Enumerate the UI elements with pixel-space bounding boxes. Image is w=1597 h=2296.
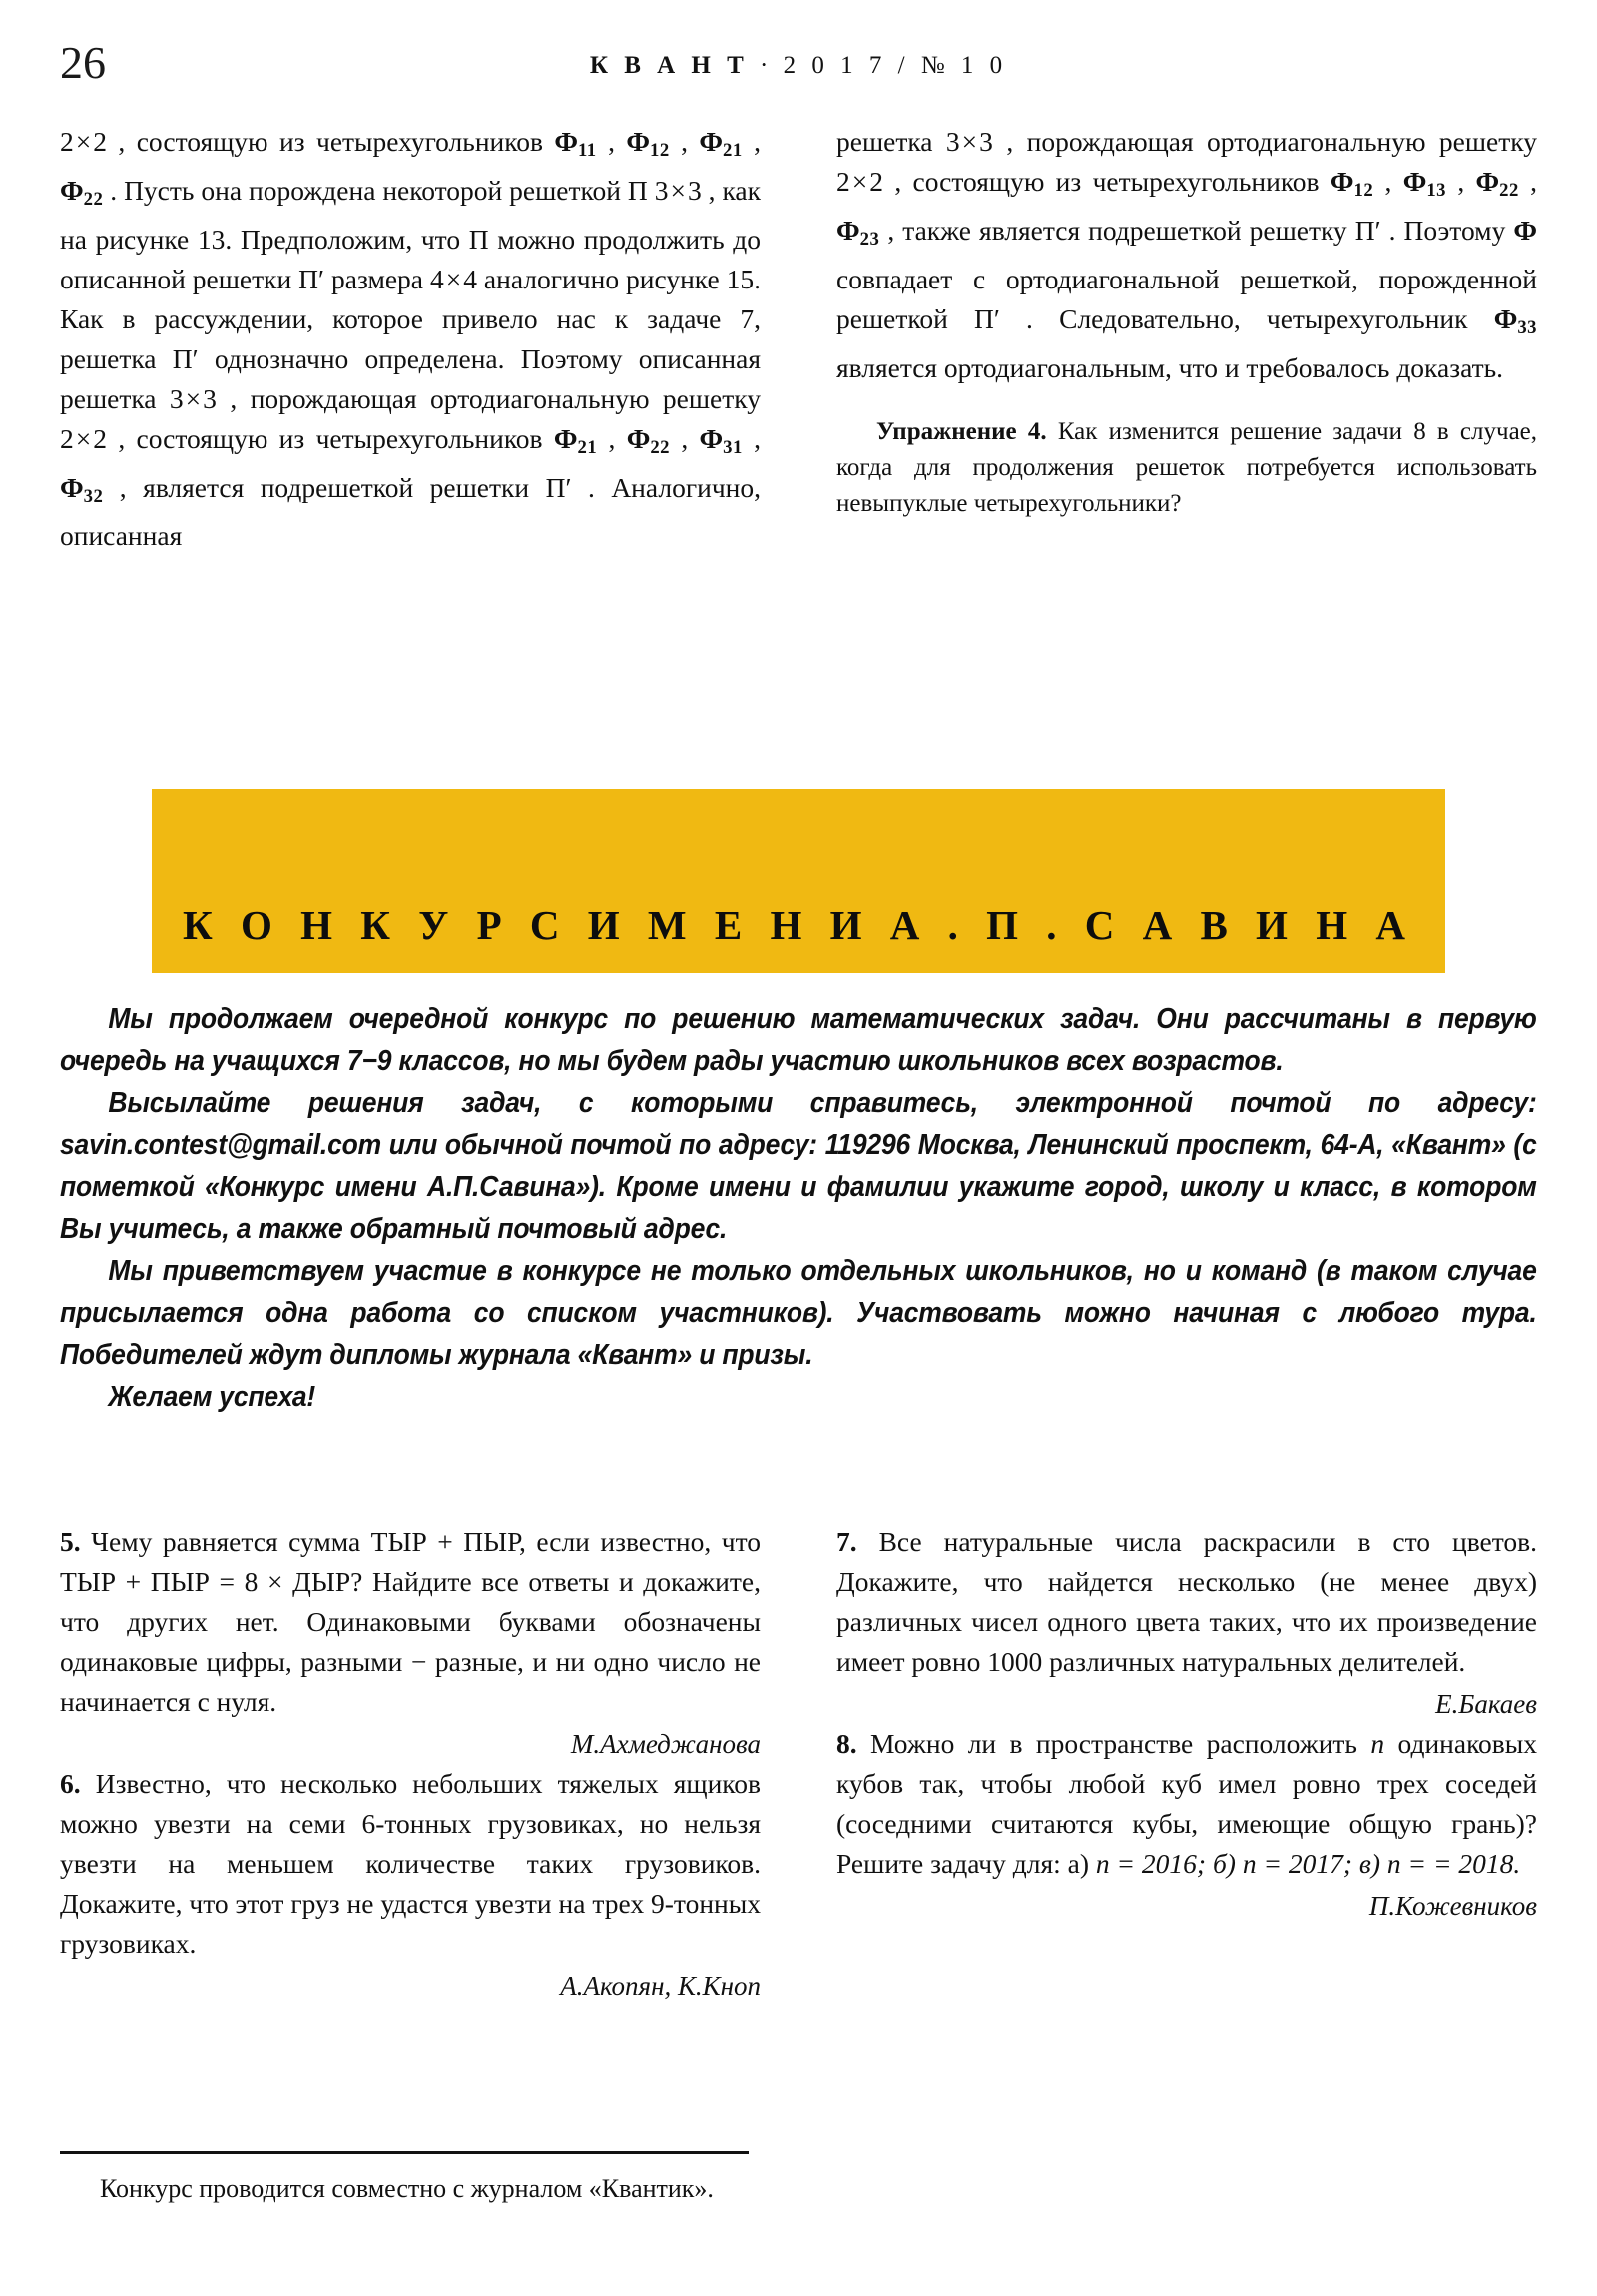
running-head-separator: · <box>760 52 773 79</box>
footnote-rule <box>60 2151 749 2154</box>
problem-7 <box>836 1522 1537 1682</box>
issue-label: 2 0 1 7 / № 1 0 <box>783 52 1008 79</box>
problem-8-text-part1: Можно ли в пространстве расположить <box>870 1728 1371 1759</box>
exercise-text: Как изменится решение задачи 8 в случае, когда для продолжения решеток потребуется использовать невыпуклые четырехугольники? <box>836 417 1538 517</box>
problem-8-case-b: б) n = 2017; <box>1212 1848 1353 1879</box>
page-header <box>60 38 1537 108</box>
article-right-paragraph: решетка 3×3 , порождающая ортодиагональную решетку 2×2 , состоящую из четырехугольников $Ф_{12}$ , $Ф_{13}$ , $Ф_{22}$ , $Ф_{23}$ , также является подрешеткой решетку П′ . Поэтому Ф совпадает с ортодиагональной решеткой, порожденной решеткой П′ . Следовательно, четырехугольник $Ф_{33}$ является ортодиагональным, что и требовалось доказать. <box>836 126 1538 383</box>
intro-paragraph-1: Мы продолжаем очередной конкурс по решению математических задач. Они рассчитаны в первую очередь на учащихся 7−9 классов, но мы будем рады участию школьников всех возрастов. <box>60 1003 1537 1077</box>
problems-right-column <box>836 1522 1537 2006</box>
problem-8-number: 8. <box>836 1728 857 1759</box>
article-left-column <box>60 122 761 556</box>
problem-7-author: Е.Бакаев <box>1435 1689 1537 1719</box>
page-number: 26 <box>60 37 106 88</box>
problem-8-text-part2: одинаковых кубов так, чтобы любой куб имел ровно трех соседей (соседними считаются кубы, имеющие общую грань)? Решите задачу для: а) <box>836 1728 1538 1879</box>
problem-6 <box>60 1764 761 1964</box>
problems-columns <box>60 1522 1537 2006</box>
problem-8-case-c: в) n = = 2018. <box>1358 1848 1521 1879</box>
problem-5-text: Чему равняется сумма ТЫР + ПЫР, если известно, что ТЫР + ПЫР = 8 × ДЫР? Найдите все ответы и докажите, что других нет. Одинаковыми буквами обозначены одинаковые цифры, разными − разные, и ни одно число не начинается с нуля. <box>60 1526 762 1717</box>
problem-7-number: 7. <box>836 1526 857 1557</box>
footnote-text: Конкурс проводится совместно с журналом «Квантик». <box>100 2174 714 2203</box>
exercise-paragraph <box>836 414 1537 522</box>
problem-8-author: П.Кожевников <box>1368 1891 1537 1921</box>
running-head <box>60 52 1537 80</box>
problem-8-case-a: n = 2016; <box>1095 1848 1207 1879</box>
problems-left-column <box>60 1522 761 2006</box>
exercise-label: Упражнение 4. <box>876 417 1047 445</box>
problem-5-author: М.Ахмеджанова <box>570 1729 761 1759</box>
footnote <box>60 2151 787 2208</box>
problem-8-variable: n <box>1370 1728 1385 1759</box>
problem-7-text: Все натуральные числа раскрасили в сто цветов. Докажите, что найдется несколько (не менее двух) различных чисел одного цвета таких, что их произведение имеет ровно 1000 различных натуральных делителей. <box>836 1526 1537 1677</box>
problem-6-text: Известно, что несколько небольших тяжелых ящиков можно увезти на семи 6-тонных грузовиках, но нельзя увезти на меньшем количестве таких грузовиков. Докажите, что этот груз не удастся увезти на трех 9-тонных грузовиках. <box>60 1768 761 1959</box>
problem-6-number: 6. <box>60 1768 81 1799</box>
problem-6-author: А.Акопян, К.Кноп <box>560 1971 761 2001</box>
article-columns <box>60 122 1537 556</box>
article-right-column <box>836 122 1537 556</box>
intro-paragraph-4: Желаем успеха! <box>108 1381 316 1413</box>
contest-banner <box>152 789 1445 973</box>
contest-banner-title: К О Н К У Р С И М Е Н И А . П . С А В И Н А <box>183 902 1414 948</box>
journal-name: К В А Н Т <box>589 52 749 79</box>
problem-8 <box>836 1724 1537 1884</box>
problem-5-number: 5. <box>60 1526 81 1557</box>
intro-paragraph-3: Мы приветствуем участие в конкурсе не только отдельных школьников, но и команд (в таком случае присылается одна работа со списком участников). Участвовать можно начиная с любого тура. Победителей ждут дипломы журнала «Квант» и призы. <box>60 1255 1537 1371</box>
problem-5 <box>60 1522 761 1722</box>
article-left-paragraph: 2×2 , состоящую из четырехугольников $Ф_{11}$ , $Ф_{12}$ , $Ф_{21}$ , $Ф_{22}$ . Пусть она порождена некоторой решеткой П 3×3 , как на рисунке 13. Предположим, что П можно продолжить до описанной решетки П′ размера 4×4 аналогично рисунке 15. Как в рассуждении, которое привело нас к задаче 7, решетка П′ однозначно определена. Поэтому описанная решетка 3×3 , порождающая ортодиагональную решетку 2×2 , состоящую из четырехугольников $Ф_{21}$ , $Ф_{22}$ , $Ф_{31}$ , $Ф_{32}$ , является подрешеткой решетки П′ . Аналогично, описанная <box>60 126 762 552</box>
intro-paragraph-2: Высылайте решения задач, с которыми справитесь, электронной почтой по адресу: savin.contest@gmail.com или обычной почтой по адресу: 119296 Москва, Ленинский проспект, 64-А, «Квант» (с пометкой «Конкурс имени А.П.Савина»). Кроме имени и фамилии укажите город, школу и класс, в котором Вы учитесь, а также обратный почтовый адрес. <box>60 1087 1537 1245</box>
contest-intro <box>60 998 1537 1418</box>
